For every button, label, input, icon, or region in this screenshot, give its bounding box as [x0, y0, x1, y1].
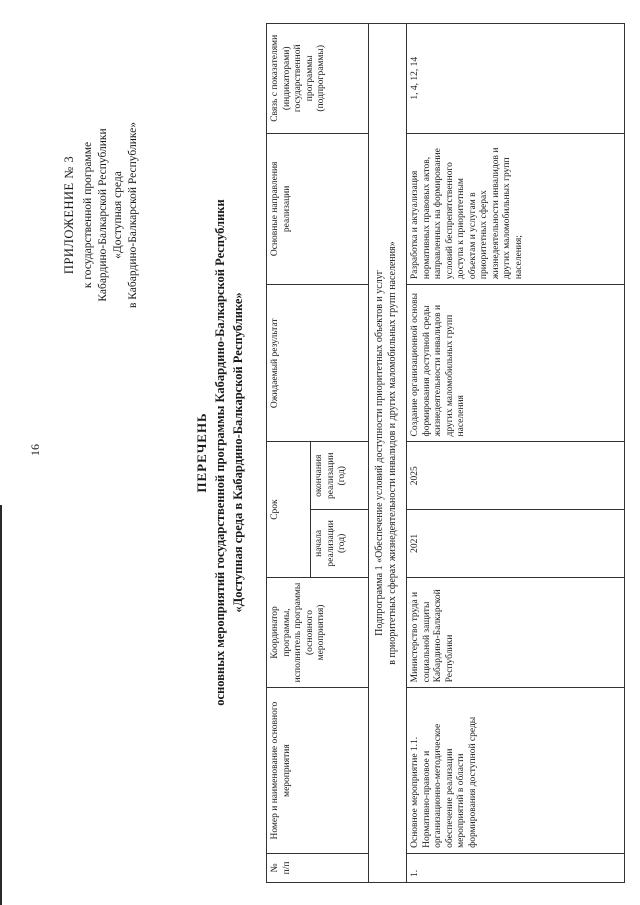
appendix-line: к государственной программе — [82, 141, 94, 289]
row-name: Основное мероприятие 1.1. Нормативно-правовое и организационно-методическое обеспечение реализации мероприятий в области формирования доступной среды — [407, 688, 625, 854]
appendix-line: «Доступная среда — [112, 171, 124, 259]
row-coordinator: Министерство труда и социальной защиты Кабардино-Балкарской Республики — [407, 577, 625, 688]
header-name: Номер и наименование основного мероприятия — [267, 688, 369, 854]
document-title-block — [193, 0, 247, 905]
row-num: 1. — [407, 853, 625, 882]
document-title: ПЕРЕЧЕНЬ — [194, 412, 209, 493]
row-link: 1, 4, 12, 14 — [407, 24, 625, 134]
appendix-line: в Кабардино-Балкарской Республике» — [127, 121, 139, 309]
header-directions: Основные направления реализации — [267, 133, 369, 285]
document-subtitle: «Доступная среда в Кабардино-Балкарской Республике» — [231, 292, 245, 613]
table-row — [407, 24, 625, 883]
row-start-year: 2021 — [407, 510, 625, 578]
header-num: № п/п — [267, 853, 369, 882]
header-row — [267, 24, 311, 883]
row-result: Создание организационной основы формирования доступной среды жизнедеятельности инвалидов и других маломобильных групп населения — [407, 285, 625, 442]
header-term-start: начала реализации (год) — [311, 510, 369, 578]
row-directions: Разработка и актуализация нормативных правовых актов, направленных на формирование условий беспрепятственного доступа к приоритетным объектам и услугам в приоритетных сферах жизнедеятельности инвалидов и других маломобильных групп населения; — [407, 133, 625, 285]
document-subtitle: основных мероприятий государственной программы Кабардино-Балкарской Республики — [213, 199, 227, 706]
appendix-title: ПРИЛОЖЕНИЕ № 3 — [62, 155, 76, 275]
header-term-end: окончания реализации (год) — [311, 442, 369, 510]
row-end-year: 2025 — [407, 442, 625, 510]
header-term: Срок — [267, 442, 311, 577]
measures-table — [266, 23, 625, 883]
appendix-line: Кабардино-Балкарской Республики — [97, 128, 109, 302]
header-result: Ожидаемый результат — [267, 285, 369, 442]
subprogram-row — [369, 24, 407, 883]
appendix-block — [62, 45, 141, 385]
header-link: Связь с показателями (индикаторами) государственной программы (подпрограммы) — [267, 24, 369, 134]
page-number: 16 — [28, 444, 42, 456]
header-coordinator: Координатор программы, исполнитель программы (основного мероприятия) — [267, 577, 369, 688]
subprogram-title: Подпрограмма 1 «Обеспечение условий доступности приоритетных объектов и услуг в приоритетных сферах жизнедеятельности инвалидов и других маломобильных групп населения» — [369, 24, 407, 883]
